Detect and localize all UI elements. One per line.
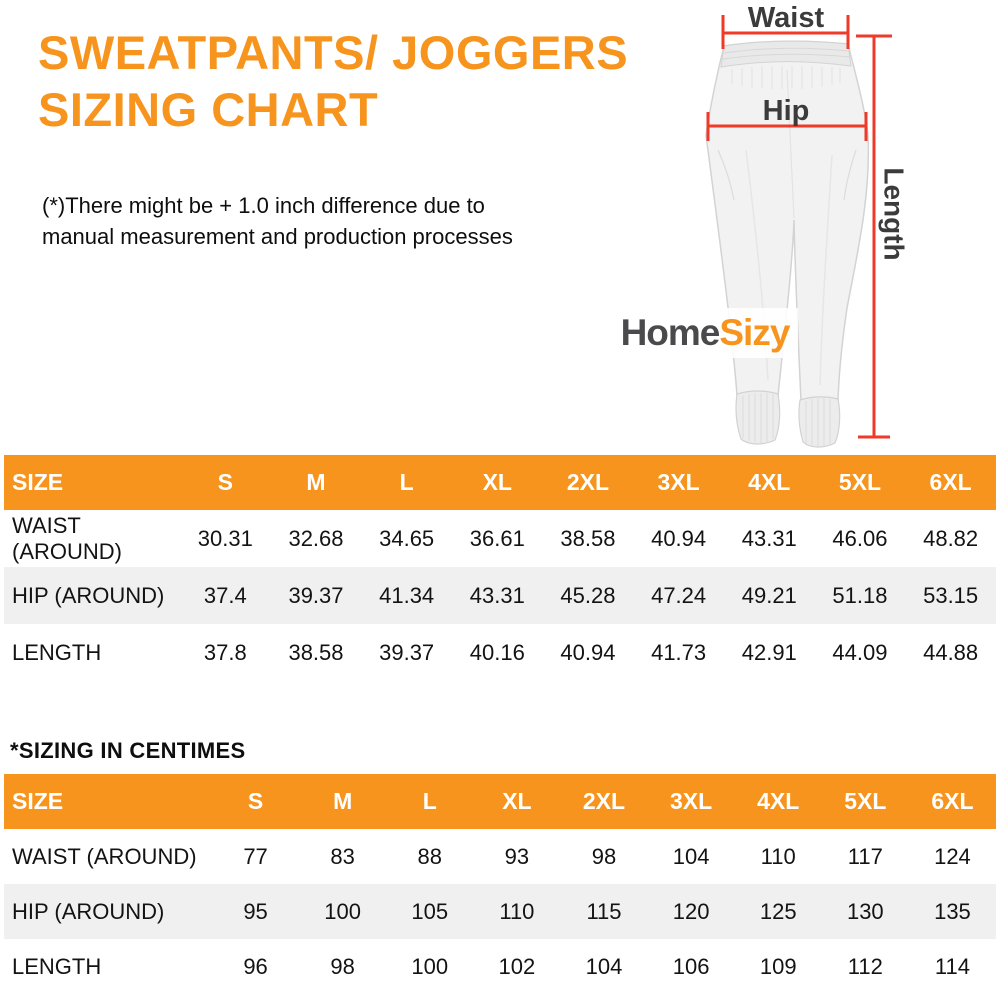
length-label: Length <box>878 167 910 261</box>
cell: 114 <box>934 953 970 979</box>
table-row-length <box>4 939 996 994</box>
cell: 95 <box>243 898 268 924</box>
cell: 106 <box>672 953 710 979</box>
cell: 39.37 <box>379 639 435 665</box>
cell: 49.21 <box>741 582 797 608</box>
cell: 115 <box>586 898 622 924</box>
cell: 112 <box>847 953 883 979</box>
cell: 51.18 <box>832 582 888 608</box>
col-header-size: SIZE <box>4 774 212 829</box>
joggers-illustration <box>680 0 1000 460</box>
cell: 48.82 <box>923 525 979 551</box>
col-header-4xl: 4XL <box>735 774 822 829</box>
cell: 37.8 <box>203 639 247 665</box>
col-header-2xl: 2XL <box>543 455 634 510</box>
cell: 34.65 <box>379 525 435 551</box>
col-header-m: M <box>299 774 386 829</box>
cell: 83 <box>330 843 355 869</box>
cell: 41.73 <box>651 639 707 665</box>
cell: 40.16 <box>469 639 525 665</box>
cell: 124 <box>934 843 971 869</box>
title-line-1: SWEATPANTS/ JOGGERS <box>38 26 629 79</box>
brand-logo <box>612 308 798 358</box>
row-label: HIP (AROUND) <box>12 582 165 608</box>
logo-sizy-text: Sizy <box>719 312 790 353</box>
col-header-3xl: 3XL <box>633 455 724 510</box>
col-header-5xl: 5XL <box>815 455 906 510</box>
cell: 44.09 <box>832 639 888 665</box>
col-header-size: SIZE <box>4 455 180 510</box>
col-header-s: S <box>212 774 299 829</box>
cell: 93 <box>504 843 530 869</box>
row-label: WAIST (AROUND) <box>12 512 122 564</box>
sizing-table-cm <box>4 774 996 994</box>
cell: 47.24 <box>651 582 707 608</box>
cell: 43.31 <box>469 582 525 608</box>
table-row-length <box>4 624 996 681</box>
col-header-l: L <box>361 455 452 510</box>
cell: 38.58 <box>560 525 616 551</box>
row-label: HIP (AROUND) <box>12 898 165 924</box>
cell: 109 <box>759 953 797 979</box>
col-header-2xl: 2XL <box>560 774 647 829</box>
col-header-6xl: 6XL <box>909 774 996 829</box>
measurement-note <box>42 190 513 252</box>
cell: 30.31 <box>197 525 253 551</box>
cell: 120 <box>672 898 710 924</box>
cell: 98 <box>591 843 617 869</box>
row-label: WAIST (AROUND) <box>12 843 197 869</box>
cell: 40.94 <box>560 639 616 665</box>
cell: 43.31 <box>741 525 797 551</box>
cell: 110 <box>499 898 535 924</box>
hip-label: Hip <box>762 95 810 127</box>
table-row-waist <box>4 510 996 567</box>
table-row-waist <box>4 829 996 884</box>
cell: 46.06 <box>832 525 888 551</box>
cell: 40.94 <box>651 525 707 551</box>
table-header-row <box>4 774 996 829</box>
cell: 104 <box>672 843 710 869</box>
cell: 125 <box>759 898 797 924</box>
cell: 88 <box>417 843 443 869</box>
cell: 41.34 <box>379 582 435 608</box>
col-header-6xl: 6XL <box>905 455 996 510</box>
table-row-hip <box>4 884 996 939</box>
cell: 135 <box>934 898 971 924</box>
page-title <box>38 24 628 138</box>
cell: 38.58 <box>288 639 344 665</box>
table-row-hip <box>4 567 996 624</box>
col-header-xl: XL <box>473 774 560 829</box>
note-line-2: manual measurement and production processes <box>42 224 513 249</box>
table-header-row <box>4 455 996 510</box>
cell: 42.91 <box>741 639 797 665</box>
cell: 39.37 <box>288 582 344 608</box>
waist-label: Waist <box>747 2 825 34</box>
joggers-diagram <box>620 0 1000 460</box>
cell: 32.68 <box>288 525 344 551</box>
logo-home-text: Home <box>620 312 720 353</box>
cell: 45.28 <box>560 582 616 608</box>
col-header-5xl: 5XL <box>822 774 909 829</box>
title-line-2: SIZING CHART <box>38 83 379 136</box>
cell: 53.15 <box>923 582 979 608</box>
col-header-4xl: 4XL <box>724 455 815 510</box>
col-header-m: M <box>271 455 362 510</box>
cell: 104 <box>585 953 623 979</box>
col-header-l: L <box>386 774 473 829</box>
cell: 102 <box>498 953 536 979</box>
cell: 117 <box>847 843 883 869</box>
cell: 37.4 <box>203 582 247 608</box>
col-header-s: S <box>180 455 271 510</box>
cell: 105 <box>411 898 449 924</box>
cell: 98 <box>330 953 355 979</box>
sizing-table-inches <box>4 455 996 681</box>
note-line-1: (*)There might be + 1.0 inch difference due to <box>42 193 485 218</box>
cm-section-heading: *SIZING IN CENTIMES <box>10 738 246 763</box>
cell: 44.88 <box>923 639 979 665</box>
col-header-xl: XL <box>452 455 543 510</box>
cell: 96 <box>243 953 268 979</box>
col-header-3xl: 3XL <box>648 774 735 829</box>
cell: 36.61 <box>469 525 525 551</box>
cell: 130 <box>846 898 884 924</box>
cell: 110 <box>760 843 796 869</box>
cell: 100 <box>411 953 449 979</box>
row-label: LENGTH <box>12 953 102 979</box>
row-label: LENGTH <box>12 639 102 665</box>
cell: 100 <box>324 898 362 924</box>
cell: 77 <box>243 843 268 869</box>
